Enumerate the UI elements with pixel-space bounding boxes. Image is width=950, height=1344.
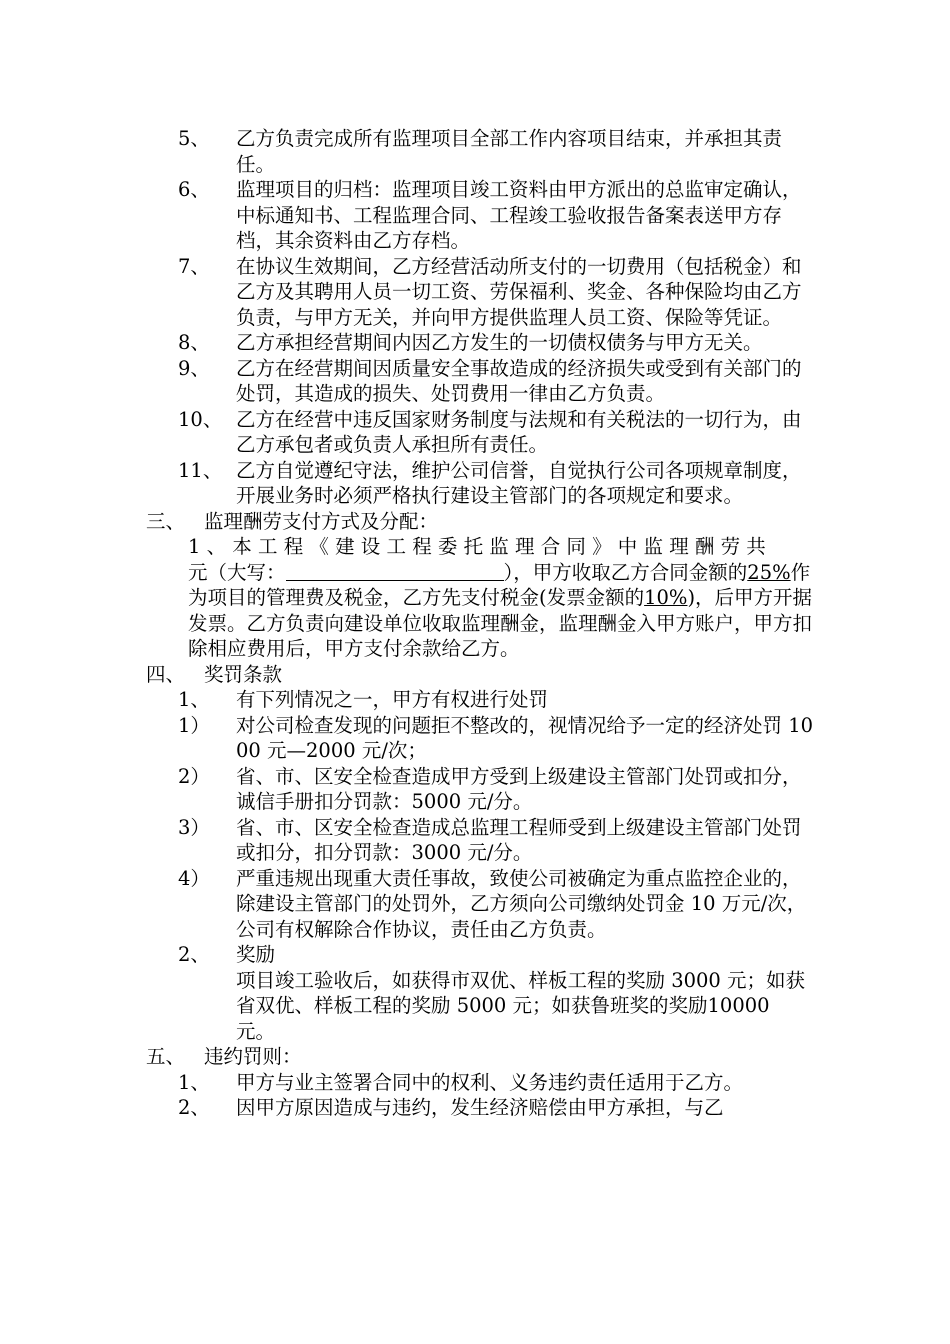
list-item-10	[0, 407, 950, 458]
section-4-heading	[0, 662, 950, 688]
item-number: 11、	[178, 458, 223, 482]
list-item-5	[0, 126, 950, 177]
section-4-sub-item-2	[0, 764, 950, 815]
item-text: 乙方自觉遵纪守法，维护公司信誉，自觉执行公司各项规章制度，开展业务时必须严格执行建设主管部门的各项规定和要求。	[236, 458, 802, 507]
item-number: 9、	[178, 356, 210, 380]
list-item-8	[0, 330, 950, 356]
list-item-7	[0, 254, 950, 331]
section-4-item-1	[0, 687, 950, 713]
item-number: 4）	[178, 866, 210, 890]
item-text: 乙方在经营中违反国家财务制度与法规和有关税法的一切行为，由乙方承包者或负责人承担所有责任。	[236, 407, 802, 456]
item-number: 7、	[178, 254, 210, 278]
item-text: 有下列情况之一，甲方有权进行处罚	[236, 688, 549, 711]
section-3-paragraph	[0, 534, 950, 662]
item-text: 省、市、区安全检查造成甲方受到上级建设主管部门处罚或扣分，诚信手册扣分罚款：5000 元/分。	[236, 764, 802, 813]
paragraph-text: 作为项目的管理费及税金，乙方先支付税金(发票金额的	[188, 560, 811, 609]
item-number: 5、	[178, 127, 210, 150]
item-number: 8、	[178, 331, 210, 354]
item-number: 2）	[178, 764, 210, 788]
section-number: 四、	[146, 662, 186, 686]
section-4-sub-item-1	[0, 713, 950, 764]
paragraph-body	[188, 560, 814, 662]
item-text: 因甲方原因造成与违约，发生经济赔偿由甲方承担，与乙	[236, 1096, 724, 1119]
item-number: 10、	[178, 407, 223, 431]
section-number: 三、	[146, 509, 186, 533]
paragraph-text: ），甲方收取乙方合同金额的	[503, 560, 748, 584]
item-text: 对公司检查发现的问题拒不整改的，视情况给予一定的经济处罚 1000 元—2000 元/次；	[236, 713, 814, 762]
section-5-item-2	[0, 1095, 950, 1121]
paragraph-line-1: 1、本工程《建设工程委托监理合同》中监理酬劳共	[188, 535, 773, 558]
list-item-9	[0, 356, 950, 407]
item-text: 省、市、区安全检查造成总监理工程师受到上级建设主管部门处罚或扣分，扣分罚款：3000 元/分。	[236, 815, 802, 864]
section-title: 违约罚则：	[204, 1045, 302, 1068]
section-5-item-1	[0, 1070, 950, 1096]
document-page	[0, 126, 950, 1121]
section-3-heading	[0, 509, 950, 535]
section-4-item-2	[0, 942, 950, 968]
paragraph-text: 元（大写：	[188, 560, 286, 584]
percentage-underlined: 10%	[644, 586, 688, 609]
reward-paragraph	[0, 968, 950, 1045]
item-number: 6、	[178, 178, 210, 201]
section-4-sub-item-4	[0, 866, 950, 943]
item-text: 甲方与业主签署合同中的权利、义务违约责任适用于乙方。	[236, 1070, 744, 1094]
item-text: 奖励	[236, 943, 276, 966]
item-text: 监理项目的归档：监理项目竣工资料由甲方派出的总监审定确认，中标通知书、工程监理合同、工程竣工验收报告备案表送甲方存档，其余资料由乙方存档。	[236, 178, 802, 252]
item-number: 1、	[178, 688, 210, 711]
section-number: 五、	[146, 1045, 186, 1068]
percentage-underlined: 25%	[747, 560, 791, 584]
fill-in-blank[interactable]	[286, 561, 504, 581]
item-text: 在协议生效期间，乙方经营活动所支付的一切费用（包括税金）和乙方及其聘用人员一切工资、劳保福利、奖金、各种保险均由乙方负责，与甲方无关，并向甲方提供监理人员工资、保险等凭证。	[236, 254, 802, 329]
item-text: 严重违规出现重大责任事故，致使公司被确定为重点监控企业的，除建设主管部门的处罚外，乙方须向公司缴纳处罚金 10 万元/次，公司有权解除合作协议，责任由乙方负责。	[236, 866, 807, 941]
section-5-heading	[0, 1044, 950, 1070]
item-number: 1、	[178, 1070, 210, 1094]
item-text: 乙方在经营期间因质量安全事故造成的经济损失或受到有关部门的处罚，其造成的损失、处罚费用一律由乙方负责。	[236, 356, 802, 405]
item-number: 3）	[178, 815, 210, 839]
list-item-6	[0, 177, 950, 254]
section-title: 监理酬劳支付方式及分配：	[204, 509, 439, 533]
item-number: 1）	[178, 713, 210, 737]
item-text: 乙方承担经营期间内因乙方发生的一切债权债务与甲方无关。	[236, 331, 763, 354]
item-number: 2、	[178, 943, 210, 966]
section-4-sub-item-3	[0, 815, 950, 866]
paragraph-text: )，后甲方开据发票。乙方负责向建设单位收取监理酬金，监理酬金入甲方账户，甲方扣除相应费用后，甲方支付余款给乙方。	[188, 586, 813, 660]
item-text: 乙方负责完成所有监理项目全部工作内容项目结束，并承担其责任。	[236, 127, 783, 176]
list-item-11	[0, 458, 950, 509]
item-number: 2、	[178, 1096, 210, 1119]
reward-text: 项目竣工验收后，如获得市双优、样板工程的奖励 3000 元；如获省双优、样板工程的奖励 5000 元；如获鲁班奖的奖励10000 元。	[236, 968, 806, 1043]
section-title: 奖罚条款	[204, 662, 283, 686]
